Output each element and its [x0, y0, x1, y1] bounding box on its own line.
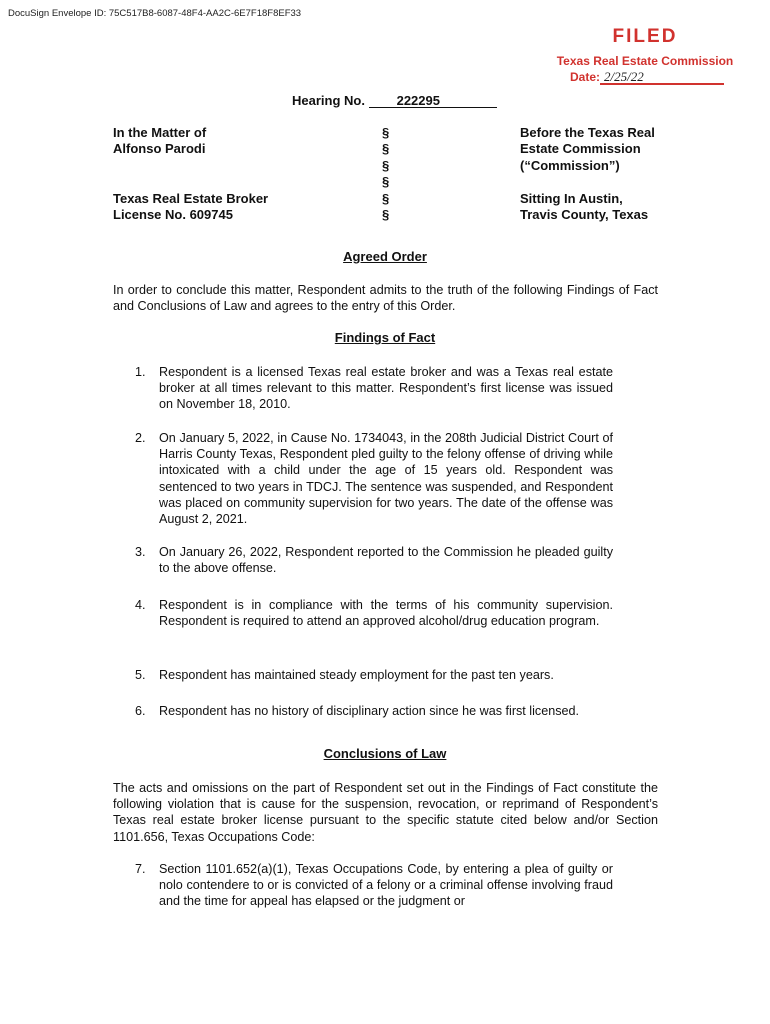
- findings-of-fact-heading: Findings of Fact: [334, 330, 436, 345]
- stamp-date-row: [540, 70, 750, 85]
- caption-left-line: [113, 174, 268, 190]
- conclusion-number: 7.: [135, 862, 146, 876]
- finding-text: Respondent is in compliance with the terms of his community supervision. Respondent is required to attend an approved alcohol/drug education program.: [159, 598, 613, 629]
- stamp-date-value: 2/25/22: [600, 70, 724, 85]
- section-mark: §: [382, 141, 390, 157]
- caption-right-line: [520, 174, 655, 190]
- caption-right-line: (“Commission”): [520, 157, 620, 173]
- finding-item: [135, 703, 613, 719]
- finding-text: On January 5, 2022, in Cause No. 1734043, in the 208th Judicial District Court of Harris County Texas, Respondent pled guilty to the felony offense of driving while intoxicated with a child under the age of 15 years old. Respondent was sentenced to two years in TDCJ. The sentence was suspended, and Respondent was placed on community supervision for two years. The date of the offense was August 2, 2021.: [159, 431, 613, 527]
- section-mark: §: [382, 157, 390, 173]
- caption-right: [520, 125, 655, 223]
- caption-section-marks: [382, 125, 389, 223]
- finding-text: Respondent has maintained steady employment for the past ten years.: [159, 668, 554, 682]
- finding-number: 2.: [135, 431, 146, 445]
- caption-right-line: Estate Commission: [520, 141, 641, 157]
- filed-stamp: [540, 26, 750, 85]
- stamp-filed-text: FILED: [612, 26, 678, 47]
- caption-right-line: Before the Texas Real: [520, 125, 655, 140]
- caption-right-line: Travis County, Texas: [520, 207, 649, 223]
- finding-item: [135, 544, 613, 576]
- section-mark: §: [382, 125, 390, 140]
- hearing-label: Hearing No.: [292, 93, 365, 108]
- caption-left-line: Alfonso Parodi: [113, 141, 206, 157]
- hearing-number-line: [292, 93, 497, 108]
- finding-number: 1.: [135, 365, 146, 379]
- finding-number: 6.: [135, 704, 146, 718]
- finding-number: 3.: [135, 545, 146, 559]
- finding-text: Respondent has no history of disciplinary action since he was first licensed.: [159, 704, 580, 718]
- conclusions-intro: The acts and omissions on the part of Respondent set out in the Findings of Fact constitute the following violation that is cause for the suspension, revocation, or reprimand of Respondent’s Texas real estate broker license pursuant to the specific statute cited below and/or Section 1101.656, Texas Occupations Code:: [113, 781, 658, 844]
- conclusion-text: Section 1101.652(a)(1), Texas Occupations Code, by entering a plea of guilty or nolo contendere to or is convicted of a felony or a criminal offense involving fraud and the time for appeal has elapsed or the judgment or: [159, 862, 613, 909]
- finding-item: [135, 430, 613, 527]
- docusign-envelope-id: DocuSign Envelope ID: 75C517B8-6087-48F4-AA2C-6E7F18F8EF33: [8, 8, 302, 19]
- finding-text: On January 26, 2022, Respondent reported to the Commission he pleaded guilty to the above offense.: [159, 545, 613, 576]
- caption-right-line: Sitting In Austin,: [520, 190, 623, 206]
- agreed-order-heading: Agreed Order: [343, 249, 427, 264]
- finding-item: [135, 597, 613, 629]
- hearing-number: 222295: [369, 94, 497, 108]
- stamp-date-label: Date:: [570, 70, 601, 84]
- caption-left-line: License No. 609745: [113, 207, 233, 222]
- finding-item: [135, 667, 613, 683]
- finding-item: [135, 364, 613, 413]
- caption-left-line: [113, 158, 268, 174]
- stamp-commission-name: Texas Real Estate Commission: [556, 54, 734, 68]
- section-mark: §: [382, 207, 390, 223]
- caption-left-line: Texas Real Estate Broker: [113, 190, 269, 206]
- section-mark: §: [382, 190, 390, 206]
- finding-number: 4.: [135, 598, 146, 612]
- caption-left: [113, 125, 268, 223]
- conclusions-of-law-heading: Conclusions of Law: [323, 746, 447, 761]
- agreed-order-intro: In order to conclude this matter, Respondent admits to the truth of the following Findings of Fact and Conclusions of Law and agrees to the entry of this Order.: [113, 283, 658, 314]
- section-mark: §: [382, 174, 390, 190]
- conclusion-item: [135, 861, 613, 910]
- finding-text: Respondent is a licensed Texas real estate broker and was a Texas real estate broker at all times relevant to this matter. Respondent’s first license was issued on November 18, 2010.: [159, 365, 613, 412]
- caption-left-line: In the Matter of: [113, 125, 207, 140]
- finding-number: 5.: [135, 668, 146, 682]
